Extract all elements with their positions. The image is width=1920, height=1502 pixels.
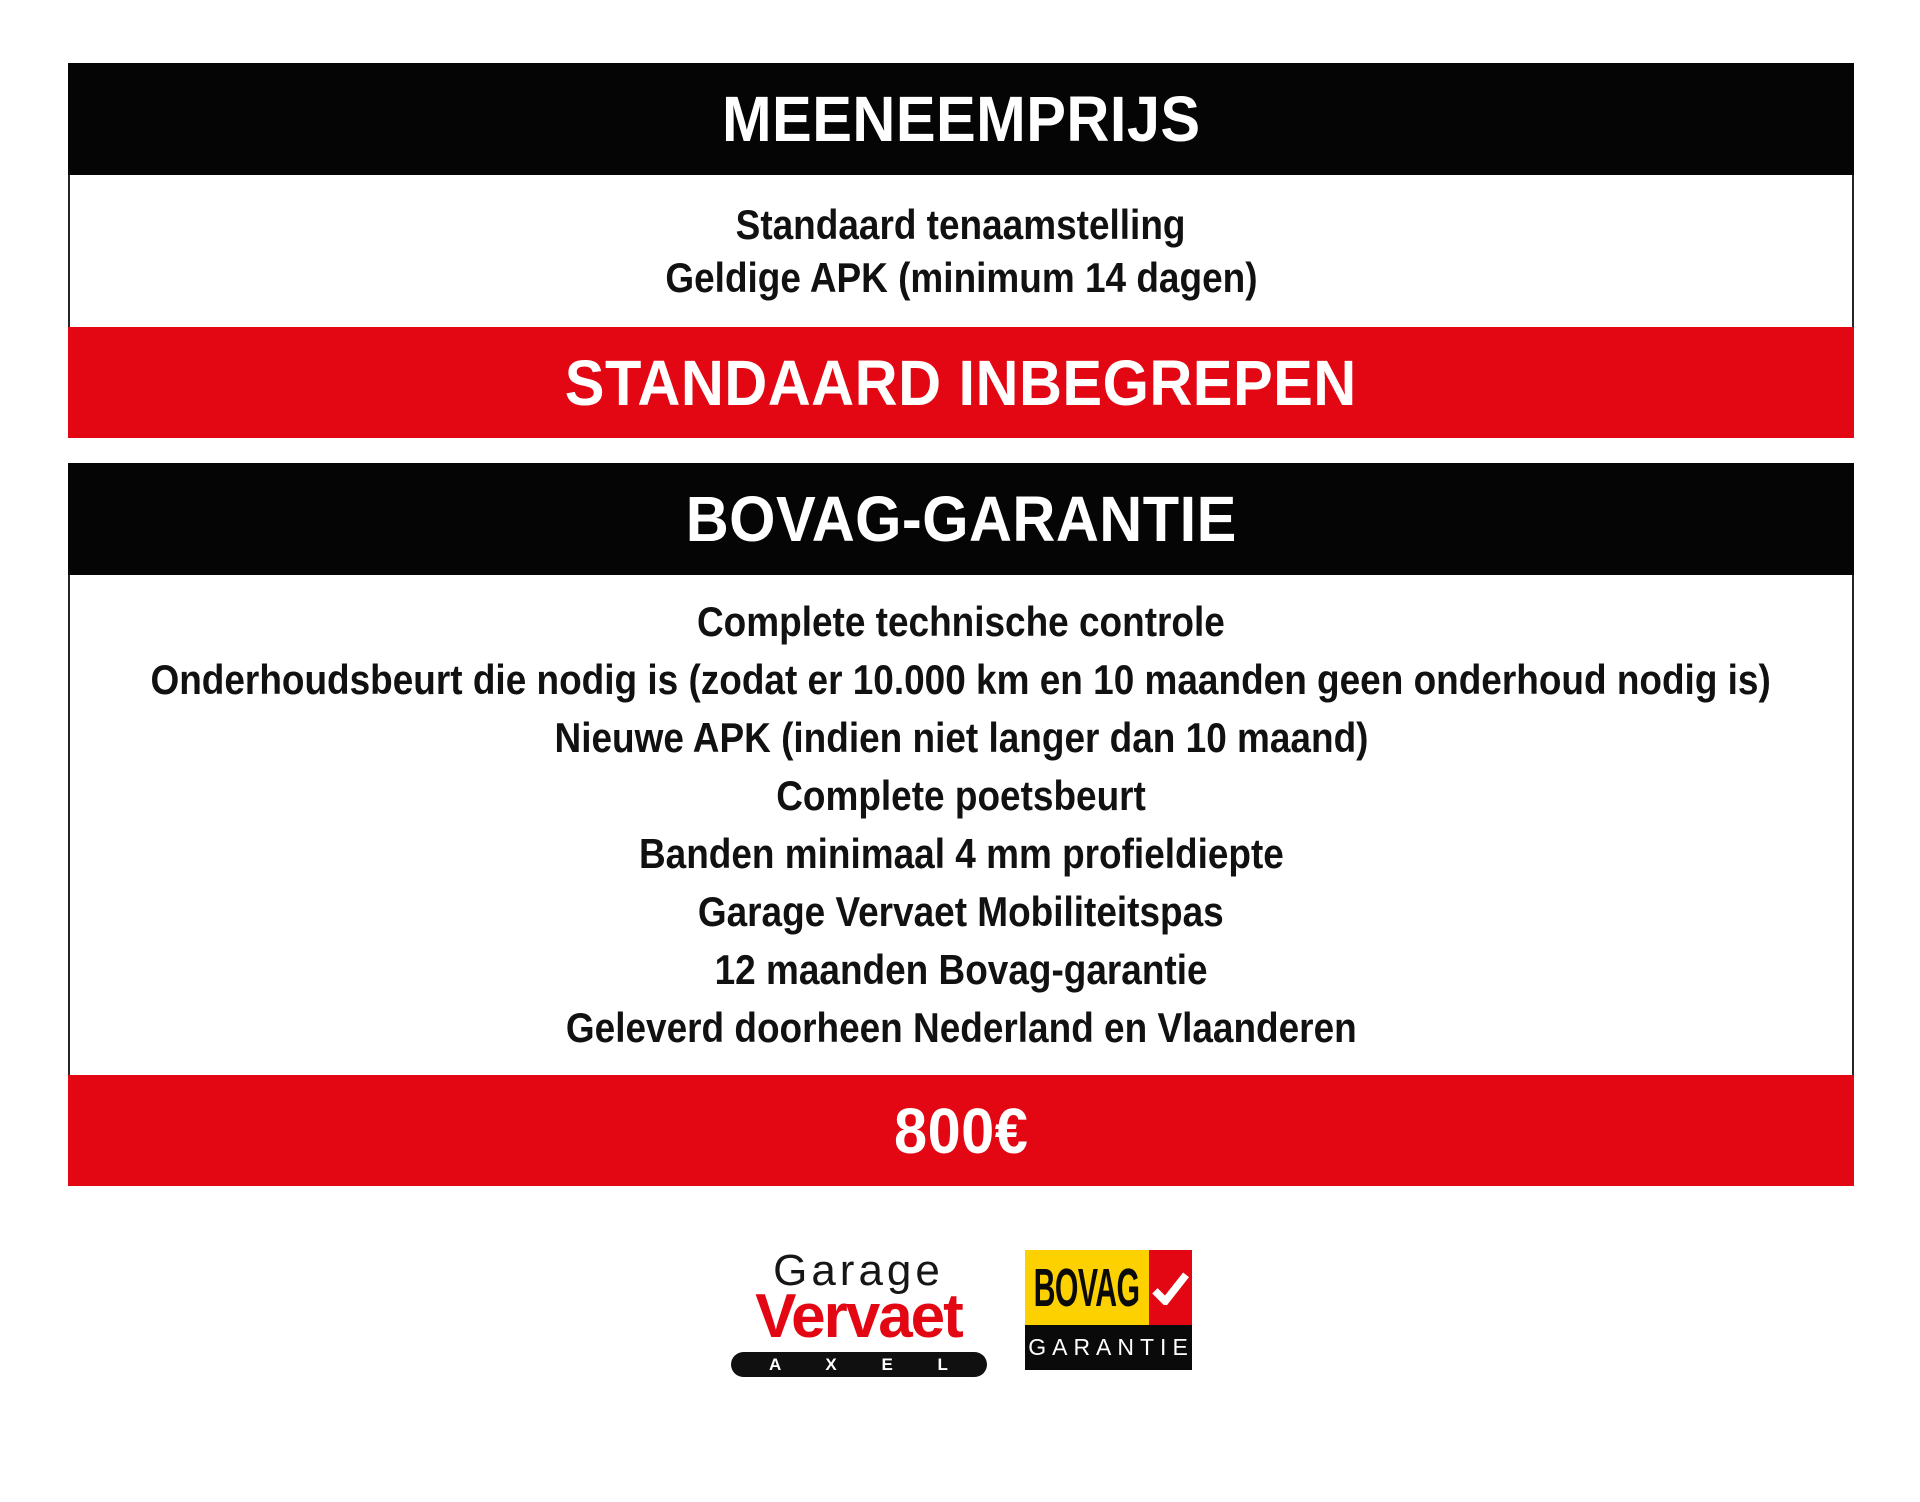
garage-vervaet-logo	[731, 1246, 987, 1377]
meeneemprijs-title: MEENEEMPRIJS	[721, 83, 1201, 155]
bovag-garantie-label: GARANTIE	[1025, 1325, 1192, 1370]
bovag-garantie-header	[68, 463, 1854, 575]
bovag-garantie-title: BOVAG-GARANTIE	[685, 483, 1237, 555]
standaard-inbegrepen-banner	[68, 327, 1854, 438]
check-icon	[1151, 1271, 1189, 1305]
banner-text: STANDAARD INBEGREPEN	[565, 346, 1357, 419]
benefit-text: Complete technische controle	[697, 598, 1225, 645]
benefit-line	[595, 830, 1328, 877]
condition-line	[625, 253, 1298, 301]
axel-badge: A X E L	[731, 1352, 987, 1377]
benefit-line	[751, 772, 1171, 819]
benefit-line	[499, 714, 1424, 761]
bovag-logo-checkbox	[1149, 1250, 1192, 1325]
benefit-line	[662, 888, 1260, 935]
condition-text: Standaard tenaamstelling	[736, 200, 1186, 248]
bovag-logo-top	[1025, 1250, 1192, 1325]
benefit-text: Onderhoudsbeurt die nodig is (zodat er 10.000 km en 10 maanden geen onderhoud nodig is)	[150, 656, 1772, 703]
bovag-garantie-card	[68, 463, 1854, 1186]
benefit-text: Banden minimaal 4 mm profieldiepte	[638, 830, 1284, 877]
price-text: 800€	[893, 1094, 1029, 1167]
benefit-text: 12 maanden Bovag-garantie	[714, 946, 1208, 993]
condition-text: Geldige APK (minimum 14 dagen)	[664, 253, 1258, 301]
meeneemprijs-header	[68, 63, 1854, 175]
bovag-logo-wordmark	[1025, 1250, 1149, 1325]
benefit-text: Complete poetsbeurt	[776, 772, 1146, 819]
bovag-garantie-logo	[1025, 1250, 1192, 1370]
bovag-garantie-body	[68, 575, 1854, 1075]
condition-line	[705, 200, 1216, 248]
benefit-line	[661, 598, 1261, 645]
meeneemprijs-body	[68, 175, 1854, 327]
bovag-brand-text: BOVAG	[1033, 1257, 1140, 1318]
meeneemprijs-card	[68, 63, 1854, 438]
garage-word: Garage	[773, 1246, 944, 1295]
benefit-line	[512, 1004, 1411, 1051]
price-banner	[68, 1075, 1854, 1186]
benefit-text: Garage Vervaet Mobiliteitspas	[698, 888, 1224, 935]
price-sheet	[68, 63, 1854, 1377]
section-spacer	[68, 438, 1854, 463]
footer-logos	[68, 1246, 1854, 1377]
vervaet-word: Vervaet	[755, 1281, 962, 1351]
benefit-text: Nieuwe APK (indien niet langer dan 10 maand)	[554, 714, 1368, 761]
benefit-text: Geleverd doorheen Nederland en Vlaanderen	[565, 1004, 1357, 1051]
benefit-line	[40, 656, 1881, 703]
benefit-line	[681, 946, 1241, 993]
